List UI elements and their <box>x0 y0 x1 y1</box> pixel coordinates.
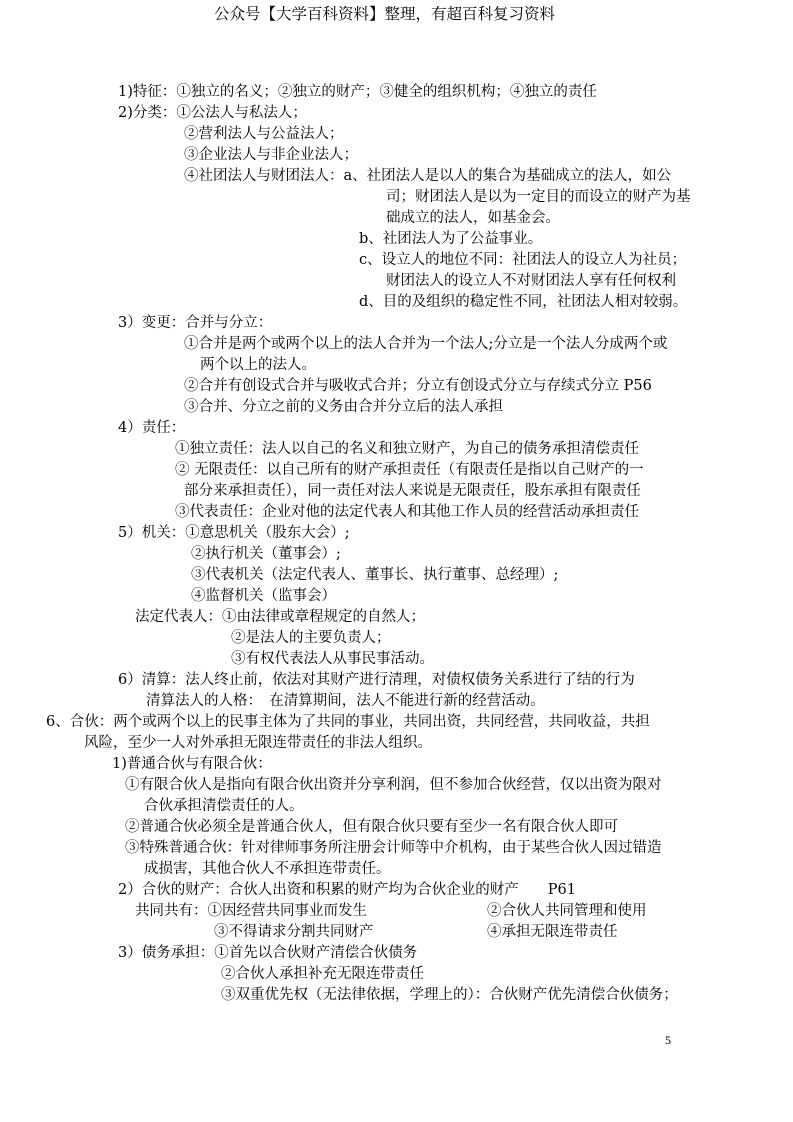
text-line: ③不得请求分割共同财产 <box>214 924 374 940</box>
text-line: d、目的及组织的稳定性不同，社团法人相对较弱。 <box>359 294 688 310</box>
text-line: 6、合伙：两个或两个以上的民事主体为了共同的事业，共同出资，共同经营，共同收益，共担 <box>46 714 650 730</box>
page-header: 公众号【大学百科资料】整理，有超百科复习资料 <box>214 5 556 23</box>
text-line: ①独立责任：法人以自己的名义和独立财产，为自己的债务承担清偿责任 <box>175 441 639 457</box>
text-line: 4）责任： <box>118 420 186 436</box>
text-line: 司；财团法人是以为一定目的而设立的财产为基 <box>386 189 691 205</box>
text-line: ③合并、分立之前的义务由合并分立后的法人承担 <box>184 399 503 415</box>
text-line: ②合伙人承担补充无限连带责任 <box>221 966 424 982</box>
text-line: b、社团法人为了公益事业。 <box>359 231 543 247</box>
text-line: ②合并有创设式合并与吸收式合并；分立有创设式分立与存续式分立 P56 <box>184 378 652 394</box>
text-line: ③双重优先权（无法律依据，学理上的）：合伙财产优先清偿合伙债务； <box>221 987 678 1003</box>
text-line: 共同共有：①因经营共同事业而发生 <box>135 903 367 919</box>
text-line: ④承担无限连带责任 <box>487 924 618 940</box>
text-line: ③代表责任：企业对他的法定代表人和其他工作人员的经营活动承担责任 <box>175 504 639 520</box>
text-line: ④社团法人与财团法人：a、社团法人是以人的集合为基础成立的法人，如公 <box>184 168 672 184</box>
text-line: 清算法人的人格： 在清算期间，法人不能进行新的经营活动。 <box>146 693 545 709</box>
text-line: ③企业法人与非企业法人； <box>184 147 358 163</box>
text-line: 1)普通合伙与有限合伙： <box>112 756 272 772</box>
text-line: 部分来承担责任），同一责任对法人来说是无限责任，股东承担有限责任 <box>184 483 641 499</box>
text-line: ③有权代表法人从事民事活动。 <box>231 651 434 667</box>
text-line: 风险，至少一人对外承担无限连带责任的非法人组织。 <box>84 735 432 751</box>
text-line: ②是法人的主要负责人； <box>231 630 391 646</box>
text-line: ②普通合伙必须全是普通合伙人，但有限合伙只要有至少一名有限合伙人即可 <box>125 819 618 835</box>
text-line: 2)分类：①公法人与私法人； <box>118 105 307 121</box>
text-line: ①合并是两个或两个以上的法人合并为一个法人;分立是一个法人分成两个或 <box>184 336 668 352</box>
text-line: ①有限合伙人是指向有限合伙出资并分享利润，但不参加合伙经营，仅以出资为限对 <box>125 777 662 793</box>
text-line: 6）清算：法人终止前，依法对其财产进行清理，对债权债务关系进行了结的行为 <box>118 672 635 688</box>
text-line: 3）债务承担：①首先以合伙财产清偿合伙债务 <box>118 945 418 961</box>
text-line: 两个以上的法人。 <box>200 357 316 373</box>
text-line: 合伙承担清偿责任的人。 <box>144 798 304 814</box>
text-line: 3）变更：合并与分立： <box>118 315 273 331</box>
page-number: 5 <box>665 1033 671 1047</box>
text-line: ②合伙人共同管理和使用 <box>487 903 647 919</box>
text-line: 2）合伙的财产：合伙人出资和积累的财产均为合伙企业的财产 P61 <box>118 882 576 898</box>
text-line: c、设立人的地位不同：社团法人的设立人为社员； <box>359 252 687 268</box>
text-line: ④监督机关（监事会） <box>191 588 336 604</box>
text-line: ③特殊普通合伙：针对律师事务所注册会计师等中介机构，由于某些合伙人因过错造 <box>125 840 662 856</box>
text-line: 成损害，其他合伙人不承担连带责任。 <box>144 861 391 877</box>
text-line: ②营利法人与公益法人； <box>184 126 344 142</box>
text-line: 财团法人的设立人不对财团法人享有任何权利 <box>386 273 676 289</box>
text-line: 础成立的法人，如基金会。 <box>386 210 560 226</box>
text-line: 5）机关：①意思机关（股东大会）; <box>118 525 350 541</box>
text-line: ③代表机关（法定代表人、董事长、执行董事、总经理）; <box>191 567 559 583</box>
text-line: ②执行机关（董事会）; <box>191 546 341 562</box>
text-line: 1)特征：①独立的名义；②独立的财产；③健全的组织机构；④独立的责任 <box>118 84 597 100</box>
text-line: ② 无限责任：以自己所有的财产承担责任（有限责任是指以自己财产的一 <box>175 462 644 478</box>
text-line: 法定代表人：①由法律或章程规定的自然人； <box>135 609 425 625</box>
